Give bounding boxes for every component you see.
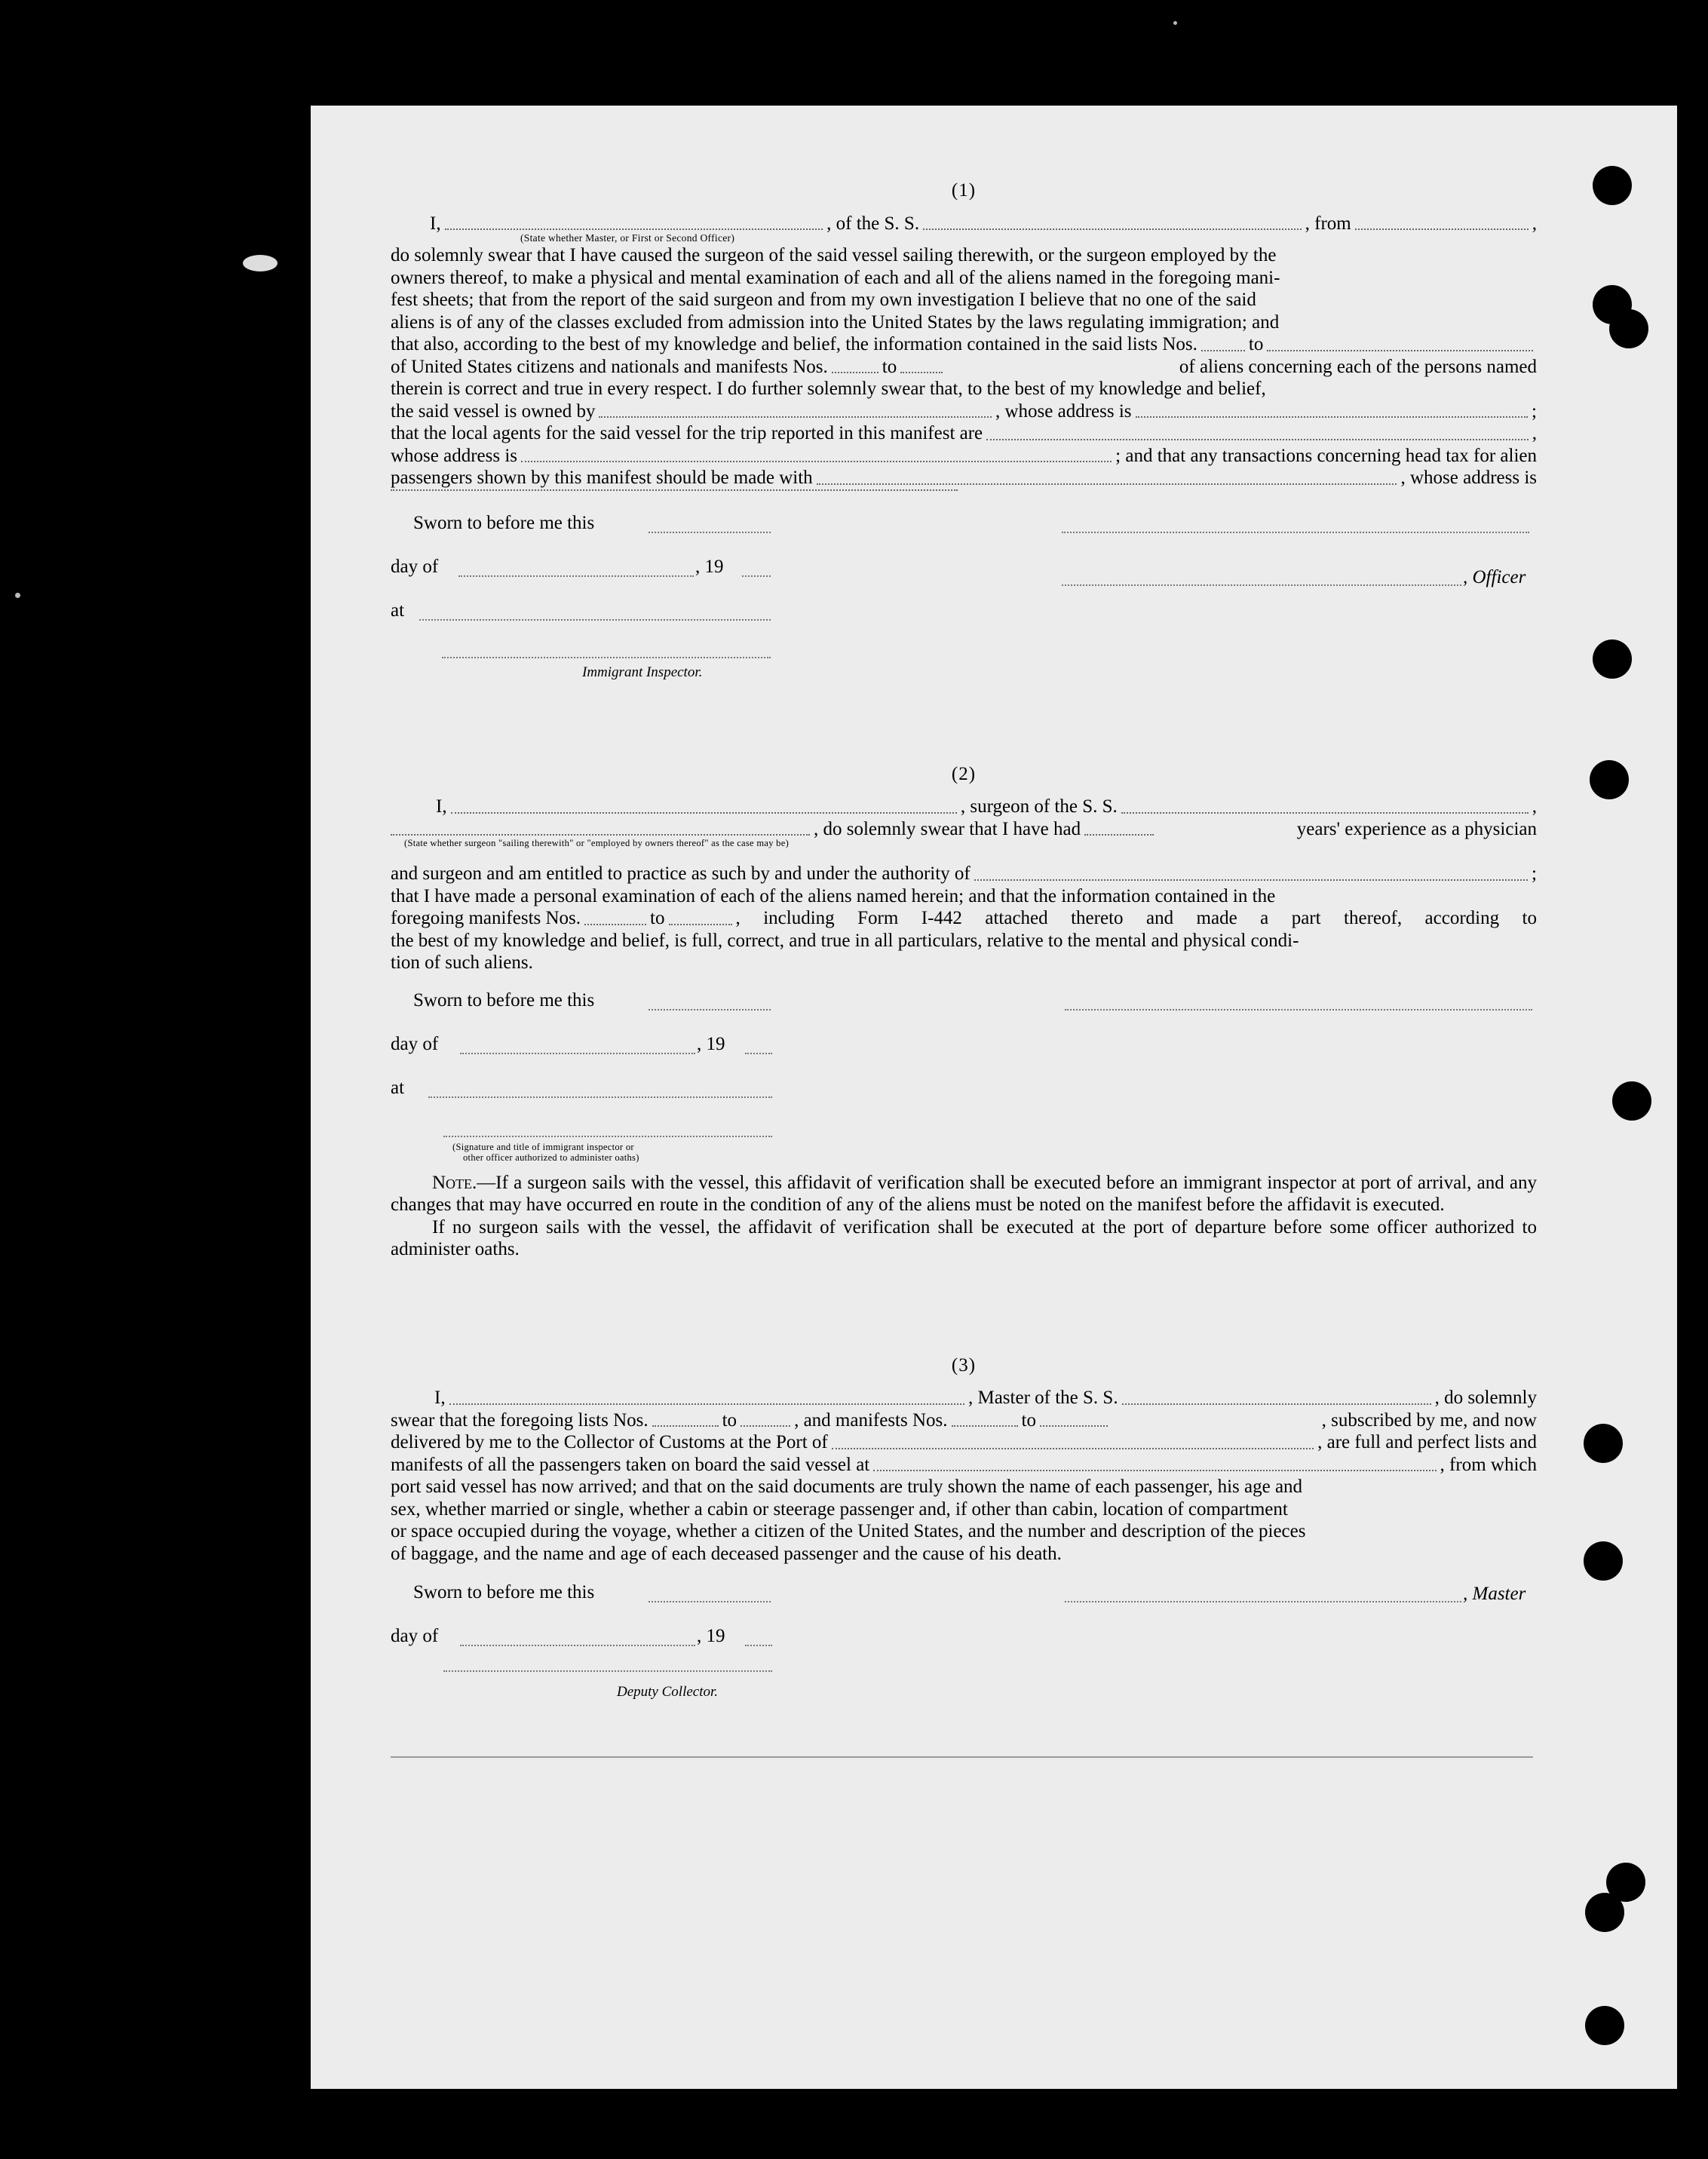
- punch-hole: [1585, 1893, 1624, 1932]
- s2-line-7: tion of such aliens.: [391, 952, 533, 973]
- s1-line-13: [391, 489, 1537, 495]
- departure-port-field[interactable]: [1355, 228, 1529, 230]
- s1-officer-signature-field[interactable]: [1062, 532, 1529, 533]
- s1-line-9: the said vessel is owned by , whose address is ;: [391, 400, 1537, 422]
- scan-speck: [1173, 21, 1177, 25]
- lists-from-field[interactable]: [1201, 350, 1245, 351]
- s2-line-6: the best of my knowledge and belief, is full, correct, and true in all particulars, relative to the mental and physical condi-: [391, 930, 1299, 951]
- surgeon-name-field[interactable]: [451, 812, 957, 814]
- form-content: [391, 179, 1537, 1764]
- scan-speck: [243, 255, 278, 271]
- manifests-to-field[interactable]: [900, 372, 943, 373]
- punch-hole: [1584, 1541, 1623, 1581]
- vessel-owner-field[interactable]: [599, 416, 992, 418]
- s3-line-1: I, , Master of the S. S. , do solemnly: [434, 1388, 1537, 1408]
- surgeon-status-caption: (State whether surgeon "sailing therewith" or "employed by owners thereof" as the case may be): [404, 838, 790, 848]
- punch-hole: [1612, 1081, 1651, 1121]
- s3-manifests-from-field[interactable]: [952, 1425, 1018, 1427]
- s1-officer-name-field[interactable]: [1062, 584, 1461, 586]
- immigrant-inspector-label: Immigrant Inspector.: [582, 664, 703, 680]
- s1-line-4: fest sheets; that from the report of the said surgeon and from my own investigation I believe that no one of the said: [391, 290, 1256, 310]
- s2-manifests-to-field[interactable]: [669, 924, 732, 925]
- s2-vessel-name-field[interactable]: [1121, 812, 1529, 814]
- agents-address-field[interactable]: [521, 461, 1112, 462]
- scan-speck: [15, 593, 20, 598]
- punch-hole: [1593, 639, 1632, 679]
- owner-address-field[interactable]: [1136, 416, 1529, 418]
- s2-line-5: foregoing manifests Nos. to , including Form I-442 attached thereto and made a part thereof, according to: [391, 908, 1537, 928]
- s2-year-field[interactable]: [745, 1053, 772, 1054]
- s2-manifests-from-field[interactable]: [584, 924, 646, 925]
- s2-place-field[interactable]: [428, 1096, 772, 1098]
- s1-month-field[interactable]: [458, 575, 694, 577]
- s3-line-7: or space occupied during the voyage, whether a citizen of the United States, and the number and description of the pieces: [391, 1521, 1306, 1541]
- s1-line-2: do solemnly swear that I have caused the surgeon of the said vessel sailing therewith, or the surgeon employed by the: [391, 245, 1277, 265]
- local-agents-field[interactable]: [986, 439, 1529, 440]
- years-experience-field[interactable]: [1084, 834, 1154, 836]
- bottom-rule: [391, 1756, 1533, 1758]
- s1-line-1: I, , of the S. S. , from ,: [430, 213, 1537, 234]
- s2-inspector-signature-field[interactable]: [443, 1136, 772, 1137]
- note-paragraph-1: Note.—If a surgeon sails with the vessel, this affidavit of verification shall be executed before an immigrant inspector at port of arrival, and any changes that may have occurred en route in the condition of any of the aliens must be noted on the manifest before the affidavit is executed.: [391, 1172, 1537, 1215]
- deputy-collector-label: Deputy Collector.: [617, 1684, 719, 1700]
- s2-signature-caption-1: (Signature and title of immigrant inspector or: [452, 1141, 634, 1152]
- s1-line-7: of United States citizens and nationals and manifests Nos. to of aliens concerning each of the persons named: [391, 356, 1537, 377]
- s2-line-1: I, , surgeon of the S. S. ,: [436, 796, 1537, 817]
- officer-title-caption: (State whether Master, or First or Second Officer): [520, 232, 735, 244]
- s1-line-8: therein is correct and true in every respect. I do further solemnly swear that, to the best of my knowledge and belief,: [391, 379, 1266, 399]
- deputy-collector-signature-field[interactable]: [443, 1670, 772, 1672]
- punch-hole: [1585, 2006, 1624, 2045]
- s3-vessel-name-field[interactable]: [1122, 1403, 1431, 1405]
- s3-signature-block: Sworn to before me this , Master day of , 19: [391, 1565, 1537, 1678]
- s3-year-field[interactable]: [745, 1645, 772, 1646]
- s2-month-field[interactable]: [460, 1053, 695, 1054]
- punch-hole: [1593, 166, 1632, 205]
- officer-title-field[interactable]: [445, 228, 823, 230]
- boarding-port-field[interactable]: [873, 1470, 1436, 1471]
- s2-signature-caption-2: other officer authorized to administer oaths): [463, 1152, 639, 1163]
- s2-signature-block: Sworn to before me this day of , 19 at (Signature and title of immigrant inspector or other officer authorized to administer oaths): [391, 974, 1537, 1172]
- s3-month-field[interactable]: [460, 1645, 695, 1646]
- s3-lists-from-field[interactable]: [652, 1425, 719, 1427]
- s2-line-2: , do solemnly swear that I have had years' experience as a physician: [391, 818, 1537, 841]
- section-1-number: (1): [951, 180, 977, 201]
- manifests-from-field[interactable]: [832, 372, 879, 373]
- s1-signature-block: Sworn to before me this day of , 19 , Officer at Immigrant Inspector.: [391, 495, 1537, 695]
- punch-hole: [1590, 760, 1629, 799]
- vessel-name-field[interactable]: [923, 228, 1302, 230]
- s3-line-2: swear that the foregoing lists Nos. to , and manifests Nos. to , subscribed by me, and now: [391, 1409, 1537, 1431]
- s1-inspector-signature-field[interactable]: [442, 657, 771, 658]
- punch-hole: [1609, 309, 1648, 348]
- s2-line-4: that I have made a personal examination of each of the aliens named herein; and that the information contained in the: [391, 885, 1276, 906]
- s3-line-5: port said vessel has now arrived; and that on the said documents are truly shown the name of each passenger, his age and: [391, 1477, 1303, 1497]
- s1-line-10: that the local agents for the said vessel for the trip reported in this manifest are ,: [391, 423, 1537, 443]
- s1-sworn-day-field[interactable]: [649, 532, 771, 533]
- master-signature-field[interactable]: [1065, 1601, 1461, 1602]
- s1-line-12: passengers shown by this manifest should be made with , whose address is: [391, 468, 1537, 488]
- s1-line-3: owners thereof, to make a physical and mental examination of each and all of the aliens named in the foregoing mani-: [391, 267, 1280, 288]
- s3-lists-to-field[interactable]: [741, 1425, 790, 1427]
- s3-line-6: sex, whether married or single, whether a cabin or steerage passenger and, if other than cabin, location of compartment: [391, 1498, 1288, 1520]
- s1-year-field[interactable]: [742, 575, 771, 577]
- collector-port-field[interactable]: [832, 1448, 1314, 1449]
- s2-surgeon-signature-field[interactable]: [1065, 1009, 1532, 1010]
- s2-sworn-day-field[interactable]: [649, 1009, 771, 1010]
- head-tax-contact-field[interactable]: [817, 483, 1397, 485]
- surgeon-status-field[interactable]: [391, 834, 810, 836]
- s3-line-8: of baggage, and the name and age of each deceased passenger and the cause of his death.: [391, 1543, 1062, 1564]
- master-name-field[interactable]: [449, 1403, 964, 1405]
- section-2-number: (2): [951, 763, 977, 784]
- s2-line-3: and surgeon and am entitled to practice as such by and under the authority of ;: [391, 863, 1537, 884]
- practice-authority-field[interactable]: [974, 879, 1528, 881]
- s1-line-11: whose address is ; and that any transactions concerning head tax for alien: [391, 445, 1537, 466]
- s3-line-4: manifests of all the passengers taken on board the said vessel at , from which: [391, 1454, 1537, 1475]
- lists-to-field[interactable]: [1267, 350, 1533, 351]
- s3-line-3: delivered by me to the Collector of Customs at the Port of , are full and perfect lists and: [391, 1432, 1537, 1452]
- s1-line-6: that also, according to the best of my knowledge and belief, the information contained in the said lists Nos. to: [391, 333, 1537, 356]
- s3-sworn-day-field[interactable]: [649, 1601, 771, 1602]
- punch-hole: [1584, 1424, 1623, 1463]
- section-3-number: (3): [951, 1354, 977, 1375]
- note-paragraph-2: If no surgeon sails with the vessel, the affidavit of verification shall be executed at the port of departure before some officer authorized to administer oaths.: [391, 1216, 1537, 1259]
- head-tax-address-field[interactable]: [391, 489, 958, 491]
- s1-place-field[interactable]: [419, 619, 771, 621]
- s3-manifests-to-field[interactable]: [1040, 1425, 1108, 1427]
- s1-line-5: aliens is of any of the classes excluded from admission into the United States by the laws regulating immigration; and: [391, 311, 1280, 333]
